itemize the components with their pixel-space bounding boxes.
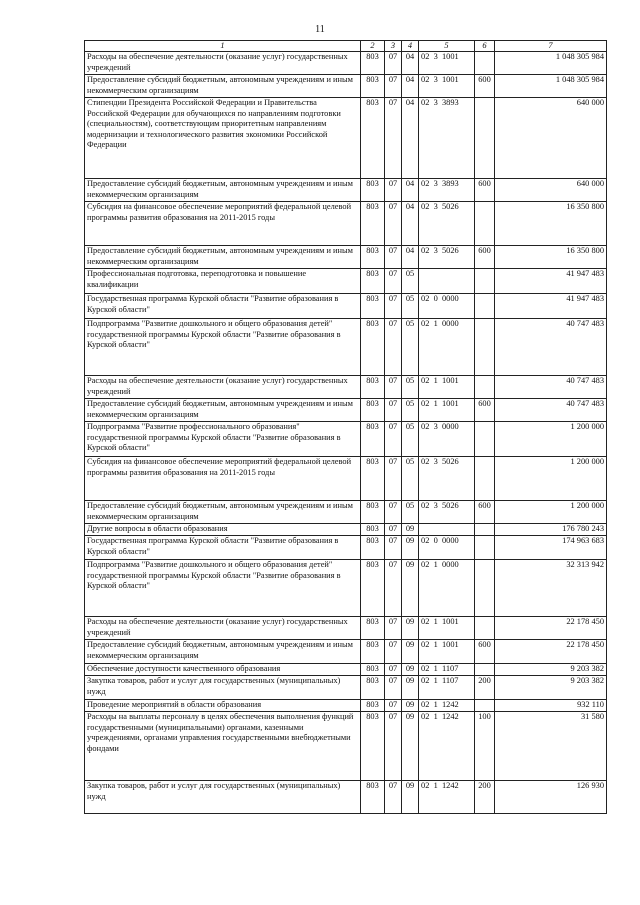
target-article-code: 02 0 0000 [419,294,475,319]
table-row [85,294,607,319]
amount: 174 963 683 [495,536,607,560]
amount: 9 203 382 [495,664,607,676]
ministry-code: 803 [361,560,385,617]
amount: 1 048 305 984 [495,75,607,98]
subsection-code: 05 [402,376,419,399]
ministry-code: 803 [361,676,385,700]
amount: 32 313 942 [495,560,607,617]
table-row [85,617,607,640]
expense-type-code [475,376,495,399]
row-name: Закупка товаров, работ и услуг для государственных (муниципальных) нужд [85,781,361,814]
ministry-code: 803 [361,52,385,75]
amount: 1 200 000 [495,457,607,501]
subsection-code: 04 [402,179,419,202]
ministry-code: 803 [361,202,385,246]
expense-type-code [475,457,495,501]
header-cell: 6 [475,41,495,52]
ministry-code: 803 [361,700,385,712]
subsection-code: 05 [402,319,419,376]
row-name: Подпрограмма "Развитие дошкольного и общего образования детей" государственной программы Курской области "Развитие образования в Курской области" [85,319,361,376]
expense-type-code: 600 [475,246,495,269]
table-row [85,75,607,98]
table-row [85,98,607,179]
header-cell: 5 [419,41,475,52]
row-name: Предоставление субсидий бюджетным, автономным учреждениям и иным некоммерческим организациям [85,246,361,269]
budget-table [84,40,607,814]
target-article-code: 02 3 0000 [419,422,475,457]
table-row [85,457,607,501]
section-code: 07 [385,664,402,676]
row-name: Предоставление субсидий бюджетным, автономным учреждениям и иным некоммерческим организациям [85,640,361,664]
subsection-code: 04 [402,202,419,246]
amount: 640 000 [495,179,607,202]
amount: 1 048 305 984 [495,52,607,75]
ministry-code: 803 [361,98,385,179]
header-cell: 2 [361,41,385,52]
section-code: 07 [385,202,402,246]
row-name: Субсидия на финансовое обеспечение мероприятий федеральной целевой программы развития образования на 2011-2015 годы [85,202,361,246]
section-code: 07 [385,501,402,524]
target-article-code: 02 3 5026 [419,246,475,269]
amount: 40 747 483 [495,319,607,376]
ministry-code: 803 [361,457,385,501]
header-cell: 1 [85,41,361,52]
row-name: Расходы на обеспечение деятельности (оказание услуг) государственных учреждений [85,52,361,75]
expense-type-code [475,269,495,294]
section-code: 07 [385,560,402,617]
expense-type-code [475,294,495,319]
table-row [85,676,607,700]
ministry-code: 803 [361,319,385,376]
row-name: Подпрограмма "Развитие дошкольного и общего образования детей" государственной программы Курской области "Развитие образования в Курской области" [85,560,361,617]
amount: 22 178 450 [495,617,607,640]
section-code: 07 [385,75,402,98]
amount: 9 203 382 [495,676,607,700]
target-article-code: 02 1 1001 [419,640,475,664]
target-article-code: 02 1 1107 [419,664,475,676]
subsection-code: 05 [402,399,419,422]
subsection-code: 04 [402,98,419,179]
amount: 22 178 450 [495,640,607,664]
expense-type-code: 600 [475,640,495,664]
target-article-code [419,524,475,536]
ministry-code: 803 [361,664,385,676]
row-name: Стипендии Президента Российской Федерации и Правительства Российской Федерации для обучающихся по направлениям подготовки (специальностям), соответствующим приоритетным направлениям модернизации и технологического развития экономики Российской Федерации [85,98,361,179]
table-row [85,319,607,376]
expense-type-code: 600 [475,399,495,422]
table-row [85,501,607,524]
table-row [85,712,607,781]
section-code: 07 [385,422,402,457]
amount: 41 947 483 [495,269,607,294]
target-article-code: 02 3 1001 [419,52,475,75]
expense-type-code: 200 [475,676,495,700]
subsection-code: 09 [402,712,419,781]
row-name: Предоставление субсидий бюджетным, автономным учреждениям и иным некоммерческим организациям [85,501,361,524]
section-code: 07 [385,712,402,781]
ministry-code: 803 [361,640,385,664]
target-article-code: 02 1 0000 [419,319,475,376]
ministry-code: 803 [361,269,385,294]
page-number: 11 [315,24,325,35]
expense-type-code: 600 [475,179,495,202]
expense-type-code [475,560,495,617]
target-article-code: 02 1 1242 [419,712,475,781]
header-cell: 7 [495,41,607,52]
expense-type-code [475,52,495,75]
expense-type-code [475,617,495,640]
amount: 1 200 000 [495,501,607,524]
section-code: 07 [385,457,402,501]
table-row [85,202,607,246]
target-article-code: 02 1 1001 [419,617,475,640]
subsection-code: 09 [402,617,419,640]
subsection-code: 09 [402,664,419,676]
row-name: Закупка товаров, работ и услуг для государственных (муниципальных) нужд [85,676,361,700]
section-code: 07 [385,524,402,536]
amount: 932 110 [495,700,607,712]
ministry-code: 803 [361,617,385,640]
header-cell: 3 [385,41,402,52]
amount: 176 780 243 [495,524,607,536]
table-row [85,376,607,399]
target-article-code [419,269,475,294]
target-article-code: 02 3 1001 [419,75,475,98]
target-article-code: 02 1 1001 [419,399,475,422]
subsection-code: 09 [402,560,419,617]
subsection-code: 09 [402,640,419,664]
row-name: Предоставление субсидий бюджетным, автономным учреждениям и иным некоммерческим организациям [85,75,361,98]
target-article-code: 02 1 1242 [419,700,475,712]
table-row [85,700,607,712]
target-article-code: 02 3 5026 [419,457,475,501]
subsection-code: 05 [402,501,419,524]
ministry-code: 803 [361,246,385,269]
target-article-code: 02 1 1242 [419,781,475,814]
expense-type-code [475,664,495,676]
table-row [85,422,607,457]
subsection-code: 05 [402,422,419,457]
subsection-code: 09 [402,536,419,560]
amount: 41 947 483 [495,294,607,319]
section-code: 07 [385,640,402,664]
subsection-code: 09 [402,700,419,712]
ministry-code: 803 [361,294,385,319]
target-article-code: 02 3 3893 [419,179,475,202]
amount: 16 350 800 [495,202,607,246]
section-code: 07 [385,781,402,814]
row-name: Предоставление субсидий бюджетным, автономным учреждениям и иным некоммерческим организациям [85,179,361,202]
section-code: 07 [385,52,402,75]
target-article-code: 02 3 5026 [419,202,475,246]
ministry-code: 803 [361,536,385,560]
expense-type-code [475,700,495,712]
amount: 126 930 [495,781,607,814]
target-article-code: 02 0 0000 [419,536,475,560]
expense-type-code: 600 [475,501,495,524]
ministry-code: 803 [361,376,385,399]
expense-type-code: 100 [475,712,495,781]
table-header-row [85,41,607,52]
expense-type-code [475,98,495,179]
expense-type-code [475,536,495,560]
table-row [85,781,607,814]
row-name: Предоставление субсидий бюджетным, автономным учреждениям и иным некоммерческим организациям [85,399,361,422]
row-name: Субсидия на финансовое обеспечение мероприятий федеральной целевой программы развития образования на 2011-2015 годы [85,457,361,501]
table-row [85,179,607,202]
section-code: 07 [385,319,402,376]
section-code: 07 [385,399,402,422]
section-code: 07 [385,294,402,319]
expense-type-code [475,524,495,536]
table-row [85,269,607,294]
ministry-code: 803 [361,712,385,781]
section-code: 07 [385,536,402,560]
amount: 16 350 800 [495,246,607,269]
expense-type-code: 600 [475,75,495,98]
row-name: Расходы на обеспечение деятельности (оказание услуг) государственных учреждений [85,617,361,640]
target-article-code: 02 1 1107 [419,676,475,700]
section-code: 07 [385,376,402,399]
target-article-code: 02 1 1001 [419,376,475,399]
subsection-code: 04 [402,52,419,75]
section-code: 07 [385,617,402,640]
target-article-code: 02 3 5026 [419,501,475,524]
section-code: 07 [385,179,402,202]
section-code: 07 [385,246,402,269]
ministry-code: 803 [361,75,385,98]
ministry-code: 803 [361,524,385,536]
table-row [85,536,607,560]
table-row [85,524,607,536]
amount: 40 747 483 [495,399,607,422]
amount: 40 747 483 [495,376,607,399]
amount: 640 000 [495,98,607,179]
table-row [85,52,607,75]
subsection-code: 04 [402,246,419,269]
target-article-code: 02 1 0000 [419,560,475,617]
row-name: Расходы на обеспечение деятельности (оказание услуг) государственных учреждений [85,376,361,399]
subsection-code: 09 [402,524,419,536]
subsection-code: 05 [402,269,419,294]
ministry-code: 803 [361,781,385,814]
row-name: Другие вопросы в области образования [85,524,361,536]
section-code: 07 [385,98,402,179]
table-body [85,52,607,814]
subsection-code: 09 [402,781,419,814]
table-row [85,640,607,664]
expense-type-code [475,319,495,376]
ministry-code: 803 [361,501,385,524]
subsection-code: 05 [402,294,419,319]
expense-type-code: 200 [475,781,495,814]
ministry-code: 803 [361,399,385,422]
table-row [85,664,607,676]
section-code: 07 [385,676,402,700]
ministry-code: 803 [361,179,385,202]
row-name: Расходы на выплаты персоналу в целях обеспечения выполнения функций государственными (муниципальными) органами, казенными учреждениями, органами управления государственными внебюджетными фондами [85,712,361,781]
table-row [85,246,607,269]
section-code: 07 [385,700,402,712]
row-name: Обеспечение доступности качественного образования [85,664,361,676]
row-name: Профессиональная подготовка, переподготовка и повышение квалификации [85,269,361,294]
row-name: Подпрограмма "Развитие профессионального образования" государственной программы Курской области "Развитие образования в Курской области" [85,422,361,457]
section-code: 07 [385,269,402,294]
target-article-code: 02 3 3893 [419,98,475,179]
row-name: Проведение мероприятий в области образования [85,700,361,712]
header-cell: 4 [402,41,419,52]
row-name: Государственная программа Курской области "Развитие образования в Курской области" [85,536,361,560]
table-row [85,560,607,617]
ministry-code: 803 [361,422,385,457]
amount: 1 200 000 [495,422,607,457]
subsection-code: 04 [402,75,419,98]
amount: 31 580 [495,712,607,781]
subsection-code: 05 [402,457,419,501]
row-name: Государственная программа Курской области "Развитие образования в Курской области" [85,294,361,319]
expense-type-code [475,202,495,246]
expense-type-code [475,422,495,457]
subsection-code: 09 [402,676,419,700]
table-row [85,399,607,422]
